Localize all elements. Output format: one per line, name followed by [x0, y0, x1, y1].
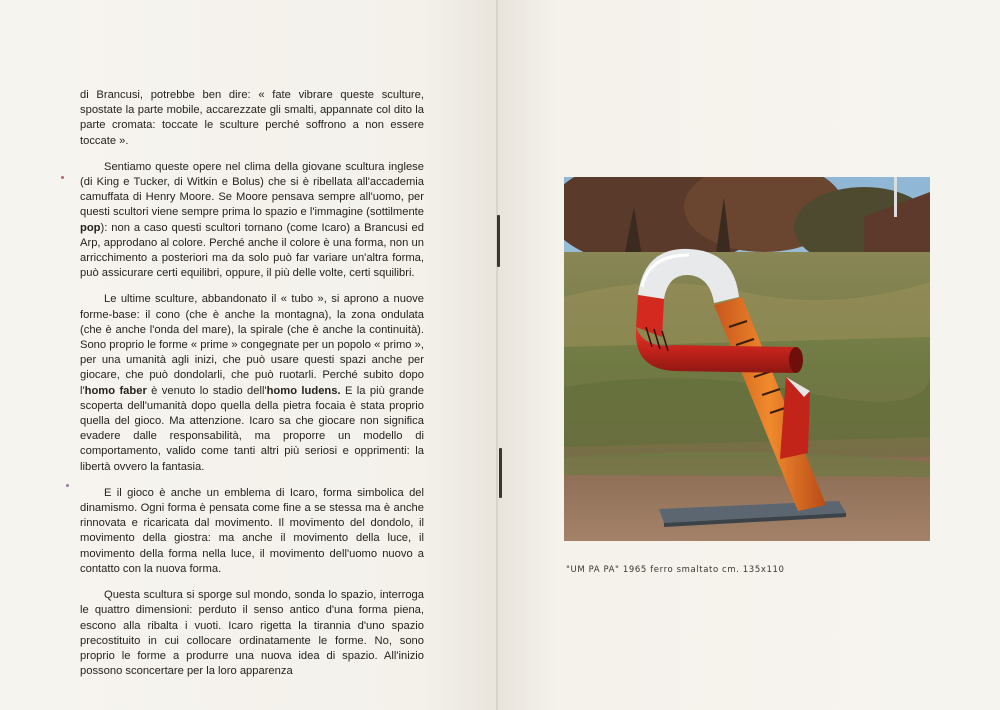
bold-term: homo faber	[84, 384, 147, 397]
text-run: è venuto lo stadio dell'	[146, 384, 267, 397]
bold-term: homo ludens.	[266, 384, 341, 397]
ink-spot	[66, 484, 69, 487]
body-paragraph	[80, 292, 424, 474]
staple	[499, 448, 502, 498]
text-run: E il gioco è anche un emblema di Icaro, forma simbolica del dinamismo. Ogni forma è pensata come fine a se stessa ma è anche rinnovata e ricaricata dal movimento. Il movimento del dondolo, il movimento della giostra: ma anche il movimento della luce, il movimento della forma nella luce, il movimento dell'uomo nuovo a contatto con la nuova forma.	[80, 486, 424, 575]
sculpture-photo	[564, 177, 930, 541]
bold-term: pop	[80, 221, 101, 234]
text-run: di Brancusi, potrebbe ben dire: « fate vibrare queste sculture, spostate la parte mobile, accarezzate gli smalti, appannate col dito la parte cromata: toccate le sculture perché soffrono a non essere toccate ».	[80, 89, 424, 147]
left-page	[0, 0, 497, 710]
body-paragraph	[80, 88, 424, 149]
text-run: ): non a caso questi scultori tornano (come Icaro) a Brancusi ed Arp, approdano al colore. Perché anche il colore è una forma, non un arricchimento a posteriori ma da solo può far variare un'altra forma, può assicurare certi equilibri, oppure, il più delle volte, certi squilibri.	[80, 221, 424, 280]
body-paragraph	[80, 160, 424, 282]
text-run: Sentiamo queste opere nel clima della giovane scultura inglese (di King e Tucker, di Witkin e Bolus) che si è ribellata all'accademia camuffata di Henry Moore. Se Moore pensava sempre all'uomo, per questi scultori viene sempre prima lo spazio e l'immagine (sottilmente	[80, 160, 424, 219]
text-run: E la più grande scoperta dell'umanità dopo quella della pietra focaia è stata proprio quella del gioco. Ma attenzione. Icaro sa che giocare non significa evadere dalle responsabilità, ma proporre un modello di comportamento, valido come tanti altri più seriosi e opprimenti: la libertà ovvero la fantasia.	[80, 384, 424, 473]
body-text-column	[80, 88, 424, 690]
page-gutter	[496, 0, 498, 710]
text-run: Questa scultura si sporge sul mondo, sonda lo spazio, interroga le quattro dimensioni: perduto il senso antico d'una forma piena, escono alla ribalta i vuoti. Icaro rigetta la tirannia d'uno spazio precostituito in cui collocare ordinatamente le forme. No, sono proprio le forme a produrre una nuova idea di spazio. All'inizio possono sconcertare per la loro apparenza	[80, 589, 424, 678]
staple	[497, 215, 500, 267]
text-run: Le ultime sculture, abbandonato il « tubo », si aprono a nuove forme-base: il cono (che è anche la montagna), la zona ondulata (che è anche l'onda del mare), la spirale (che è anche la continuità). Sono proprio le forme « prime » congegnate per un popolo « primo », per una umanità agli inizi, che può usare questi spazi anche per giocare, che può dondolarli, che può ruotarli. Perché subito dopo l'	[80, 293, 424, 397]
body-paragraph	[80, 588, 424, 679]
body-paragraph	[80, 486, 424, 577]
ink-spot	[61, 176, 64, 179]
photo-caption: "UM PA PA" 1965 ferro smaltato cm. 135x110	[566, 565, 785, 575]
